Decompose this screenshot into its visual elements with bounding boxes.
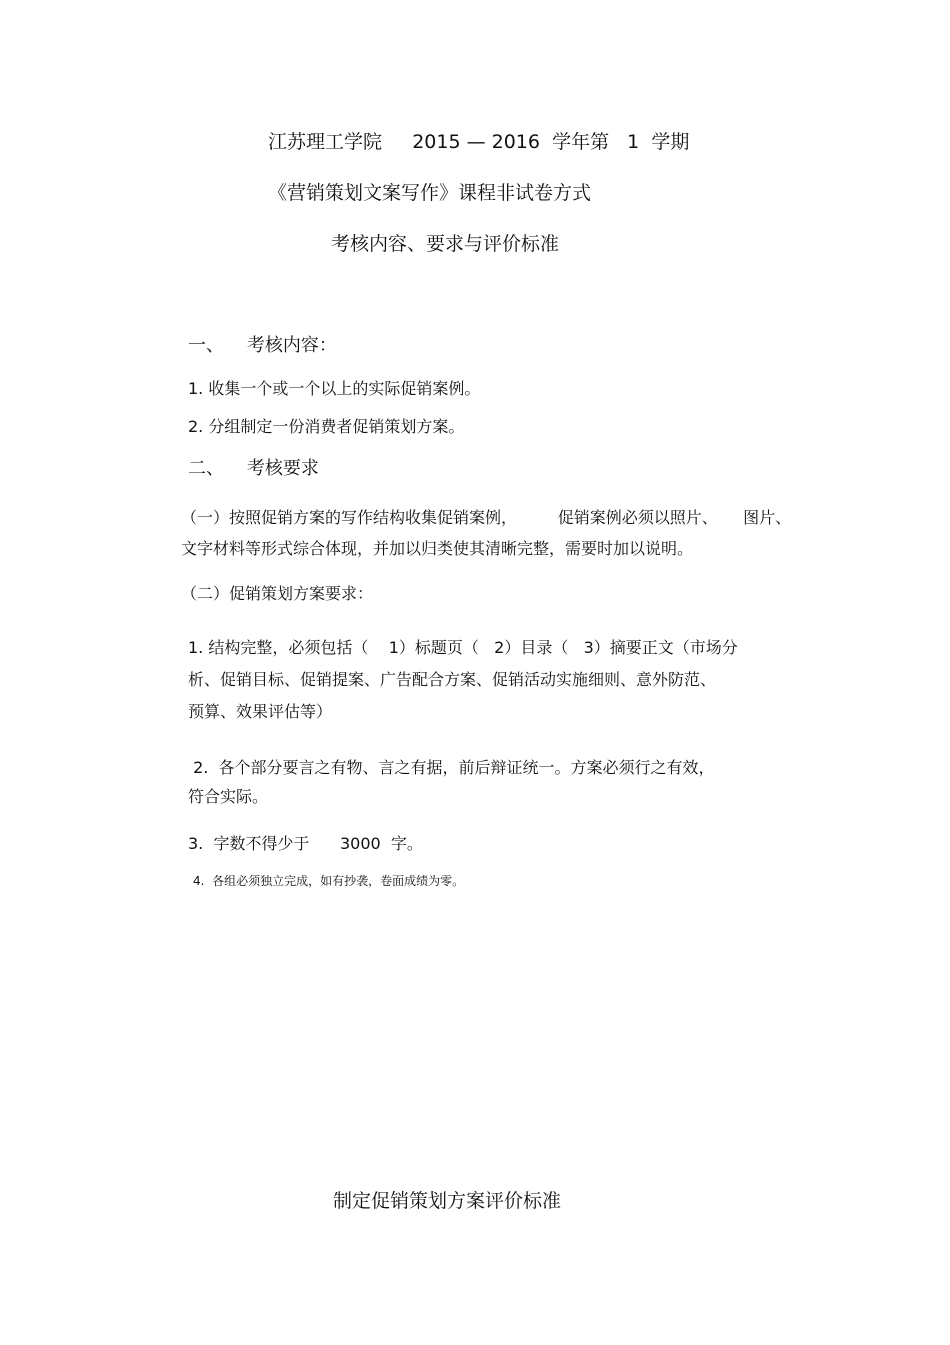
section-2-heading: 二、 考核要求 (188, 458, 319, 479)
header-line-2: 《营销策划文案写作》课程非试卷方式 (268, 182, 592, 204)
header-line-3: 考核内容、要求与评价标准 (331, 233, 560, 255)
plan-req-1-line-1: 1. 结构完整，必须包括（ 1）标题页（ 2）目录（ 3）摘要正文（市场分 (188, 638, 738, 657)
header-line-1: 江苏理工学院 2015 — 2016 学年第 1 学期 (268, 131, 690, 153)
plan-req-1-line-3: 预算、效果评估等） (188, 702, 333, 721)
plan-req-2-line-2: 符合实际。 (188, 787, 269, 806)
requirement-2-heading: （二）促销策划方案要求： (181, 584, 374, 603)
section-1-heading: 一、 考核内容： (188, 335, 337, 356)
plan-req-2-line-1: 2. 各个部分要言之有物、言之有据，前后辩证统一。方案必须行之有效， (188, 758, 715, 777)
plan-req-3: 3. 字数不得少于 3000 字。 (188, 834, 423, 853)
section-1-item-2: 2. 分组制定一份消费者促销策划方案。 (188, 417, 465, 436)
plan-req-4: 4. 各组必须独立完成，如有抄袭，卷面成绩为零。 (193, 874, 465, 888)
section-1-item-1: 1. 收集一个或一个以上的实际促销案例。 (188, 379, 481, 398)
evaluation-standard-title: 制定促销策划方案评价标准 (333, 1190, 562, 1212)
requirement-1-line-1: （一）按照促销方案的写作结构收集促销案例， 促销案例必须以照片、 图片、 (181, 508, 792, 527)
plan-req-1-line-2: 析、促销目标、促销提案、广告配合方案、促销活动实施细则、意外防范、 (188, 670, 717, 689)
requirement-1-line-2: 文字材料等形式综合体现，并加以归类使其清晰完整，需要时加以说明。 (181, 539, 694, 558)
